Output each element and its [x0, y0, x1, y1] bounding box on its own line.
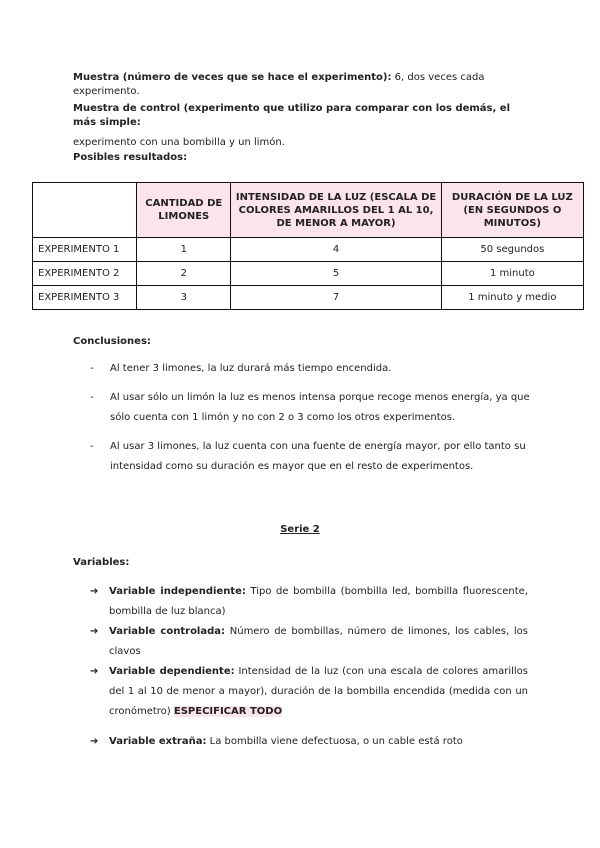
highlight-note: ESPECIFICAR TODO — [173, 706, 283, 717]
posibles-resultados-heading: Posibles resultados: — [73, 152, 188, 163]
serie-2-heading: Serie 2 — [280, 524, 320, 535]
list-item — [90, 622, 528, 662]
table-cell: 3 — [137, 286, 231, 310]
control-value: experimento con una bombilla y un limón. — [73, 137, 285, 148]
list-item-text: Al tener 3 limones, la luz durará más tiempo encendida. — [110, 363, 392, 374]
table-cell: 50 segundos — [441, 238, 583, 262]
control-paragraph — [73, 102, 533, 150]
conclusiones-heading: Conclusiones: — [73, 336, 151, 347]
muestra-value: 6, dos veces cada experimento. — [73, 72, 485, 97]
table-header-cell — [33, 183, 137, 238]
arrow-right-icon: ➔ — [90, 626, 99, 637]
table-cell: EXPERIMENTO 1 — [33, 238, 137, 262]
table-row — [33, 238, 584, 262]
table-cell: 1 minuto — [441, 262, 583, 286]
arrow-right-icon: ➔ — [90, 586, 99, 597]
list-item — [90, 662, 528, 722]
table-cell: 7 — [231, 286, 441, 310]
variable-label: Variable independiente: — [109, 586, 246, 597]
table-cell: 1 minuto y medio — [441, 286, 583, 310]
list-item — [90, 732, 528, 752]
table-cell: EXPERIMENTO 3 — [33, 286, 137, 310]
list-item-text: Al usar 3 limones, la luz cuenta con una fuente de energía mayor, por ello tanto su intensidad como su duración es mayor que en el resto de experimentos. — [110, 441, 526, 472]
dash-marker: - — [90, 392, 94, 403]
list-item — [90, 582, 528, 622]
variable-text: La bombilla viene defectuosa, o un cable está roto — [206, 736, 463, 747]
variable-label: Variable dependiente: — [109, 666, 235, 677]
table-cell: 1 — [137, 238, 231, 262]
muestra-label: Muestra (número de veces que se hace el experimento): — [73, 72, 392, 83]
table-cell: EXPERIMENTO 2 — [33, 262, 137, 286]
table-header-cell: INTENSIDAD DE LA LUZ (ESCALA DE COLORES AMARILLOS DEL 1 AL 10, DE MENOR A MAYOR) — [231, 183, 441, 238]
table-cell: 4 — [231, 238, 441, 262]
table-header-row — [33, 183, 584, 238]
table-header-cell: CANTIDAD DE LIMONES — [137, 183, 231, 238]
results-table — [32, 182, 584, 310]
list-item — [90, 388, 530, 428]
dash-marker: - — [90, 441, 94, 452]
list-item-text: Al usar sólo un limón la luz es menos intensa porque recoge menos energía, ya que sólo cuenta con 1 limón y no con 2 o 3 como los otros experimentos. — [110, 392, 530, 423]
control-label: Muestra de control (experimento que utilizo para comparar con los demás, el más simple: — [73, 103, 510, 128]
arrow-right-icon: ➔ — [90, 666, 99, 677]
table-row — [33, 286, 584, 310]
variable-text: Tipo de bombilla (bombilla led, bombilla fluorescente, bombilla de luz blanca) — [109, 586, 528, 617]
table-cell: 2 — [137, 262, 231, 286]
variable-text: Número de bombillas, número de limones, los cables, los clavos — [109, 626, 528, 657]
table-row — [33, 262, 584, 286]
variable-text: Intensidad de la luz (con una escala de colores amarillos del 1 al 10 de menor a mayor), duración de la bombilla encendida (medida con un cronómetro) — [109, 666, 528, 717]
dash-marker: - — [90, 363, 94, 374]
muestra-paragraph — [73, 71, 533, 99]
variable-label: Variable controlada: — [109, 626, 226, 637]
variable-label: Variable extraña: — [109, 736, 207, 747]
variables-list — [90, 582, 528, 752]
arrow-right-icon: ➔ — [90, 736, 99, 747]
list-item — [90, 359, 530, 379]
table-header-cell: DURACIÓN DE LA LUZ (EN SEGUNDOS O MINUTOS) — [441, 183, 583, 238]
variables-heading: Variables: — [73, 557, 130, 568]
table-cell: 5 — [231, 262, 441, 286]
conclusiones-list — [90, 359, 530, 486]
list-item — [90, 437, 530, 477]
